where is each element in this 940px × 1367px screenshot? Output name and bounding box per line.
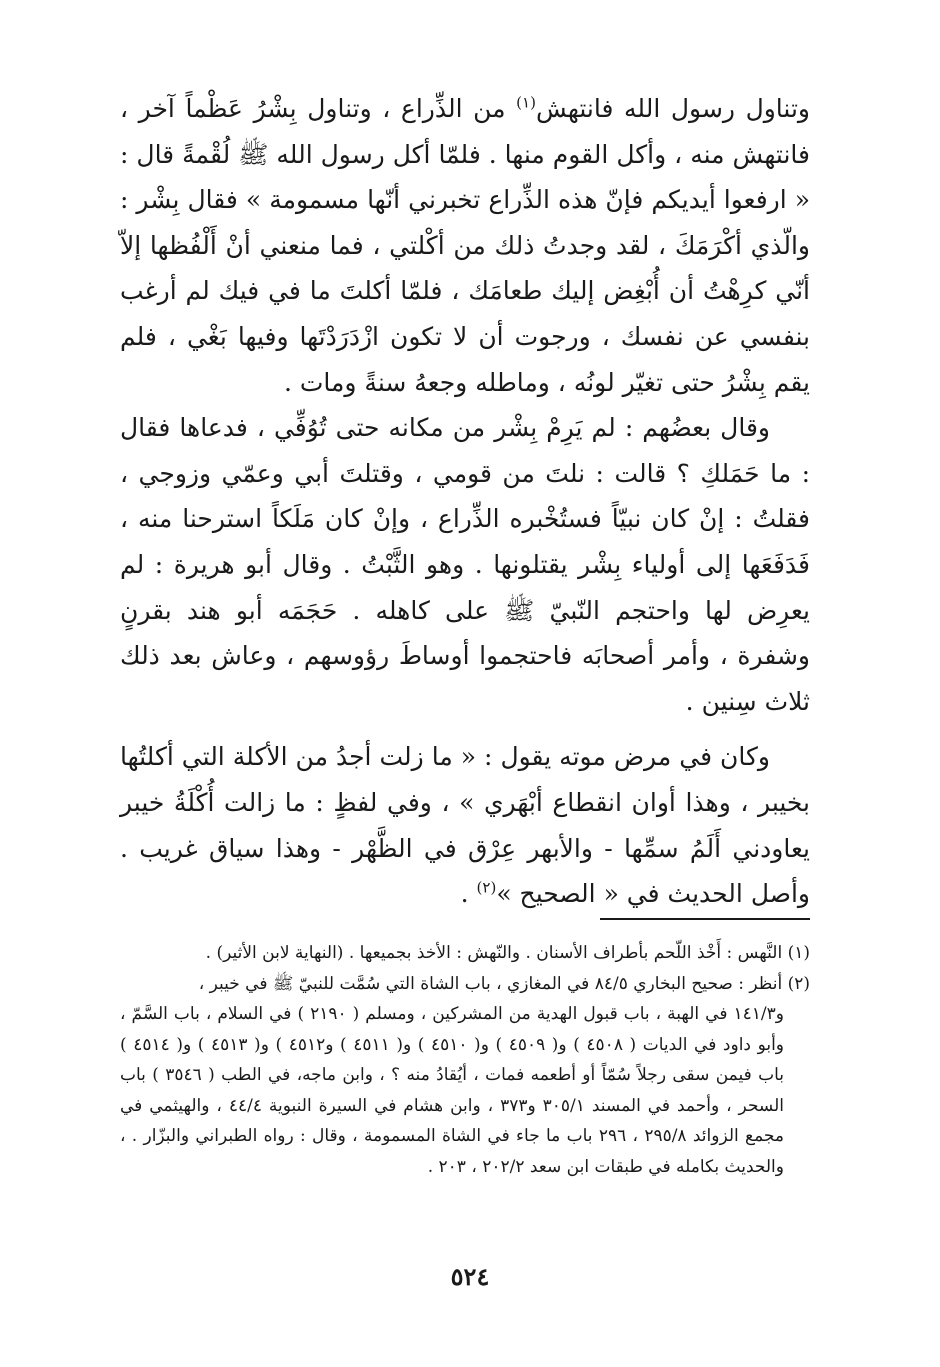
paragraph-3 (120, 734, 810, 916)
page-number: ٥٢٤ (450, 1262, 490, 1291)
footnotes (120, 938, 810, 1182)
paragraph-1-start: وتناول رسول الله فانتهش (535, 94, 810, 123)
footnote-ref-2: (٢) (476, 878, 497, 897)
paragraph-3-end: . (460, 879, 477, 909)
footnote-2-first-line: (٢) أنظر : صحيح البخاري ٨٤/٥ في المغازي ، باب الشاة التي سُمَّت للنبيّ ﷺ في خيبر ، (198, 973, 810, 994)
footnote-ref-1: (١) (516, 93, 536, 112)
paragraph-3-start: وكان في مرض موته يقول : « ما زلت أجدُ من الأكلة التي أكلتُها بخيبر ، وهذا أوان انقطاع أبْهَري » ، وفي لفظٍ : ما زالت أُكْلَةُ خيبر يعاودني أَلَمُ سمِّها - والأبهر عِرْق في الظَّهْر - وهذا سياق غريب . وأصل الحديث في « الصحيح » (120, 742, 810, 909)
footnote-divider (600, 918, 810, 920)
paragraph-2: وقال بعضُهم : لم يَرِمْ بِشْر من مكانه حتى تُوُفِّي ، فدعاها فقال : ما حَمَلكِ ؟ قالت : نلتَ من قومي ، وقتلتَ أبي وعمّي وزوجي ، فقلتُ : إنْ كان نبيّاً فستُخْبره الذِّراع ، وإنْ كان مَلَكاً استرحنا منه ، فَدَفَعَها إلى أولياء بِشْر يقتلونها . وهو الثَّبْتُ . وقال أبو هريرة : لم يعرِض لها واحتجم النّبيّ ﷺ على كاهله . حَجَمَه أبو هند بقرنٍ وشفرة ، وأمر أصحابَه فاحتجموا أوساطَ رؤوسهم ، وعاش بعد ذلك ثلاث سِنين . (120, 413, 810, 716)
footnote-2-continuation: و١٤١/٣ في الهبة ، باب قبول الهدية من المشركين ، ومسلم ( ٢١٩٠ ) في السلام ، باب السَّمّ ، وأبو داود في الديات ( ٤٥٠٨ ) و( ٤٥٠٩ ) و( ٤٥١٠ ) و( ٤٥١١ ) و٤٥١٢ ) و( ٤٥١٣ ) و( ٤٥١٤ ) باب فيمن سقى رجلاً سُمّاً أو أطعمه فمات ، أيُقادُ منه ؟ ، وابن ماجه، في الطب ( ٣٥٤٦ ) باب السحر ، وأحمد في المسند ٣٠٥/١ و٣٧٣ ، وابن هشام في السيرة النبوية ٤٤/٤ ، والهيثمي في مجمع الزوائد ٢٩٥/٨ ، ٢٩٦ باب ما جاء في الشاة المسمومة ، وقال : رواه الطبراني والبزّار . ، والحديث بكامله في طبقات ابن سعد ٢٠٢/٢ ، ٢٠٣ . (120, 1004, 785, 1177)
main-text (120, 86, 810, 917)
paragraph-1-end: من الذِّراع ، وتناول بِشْرُ عَظْماً آخر ، فانتهش منه ، وأكل القوم منها . فلمّا أكل رسول الله ﷺ لُقْمةً قال : « ارفعوا أيديكم فإنّ هذه الذِّراع تخبرني أنّها مسمومة » فقال بِشْر : والّذي أكْرَمَكَ ، لقد وجدتُ ذلك من أكْلتي ، فما منعني أنْ أَلْفُظها إلاّ أنّي كرِهْتُ أن أُبْغِض إليك طعامَك ، فلمّا أكلتَ ما في فيك لم أرغب بنفسي عن نفسك ، ورجوت أن لا تكون ازْدَرَدْتَها وفيها بَغْي ، فلم يقم بِشْرُ حتى تغيّر لونُه ، وماطله وجعهُ سنةً ومات . (120, 94, 810, 397)
paragraph-1 (120, 86, 810, 405)
footnote-1: (١) النَّهس : أَخْذ اللّحم بأطراف الأسنان . والنّهش : الأخذ بجميعها . (النهاية لابن الأثير) . (205, 943, 810, 963)
